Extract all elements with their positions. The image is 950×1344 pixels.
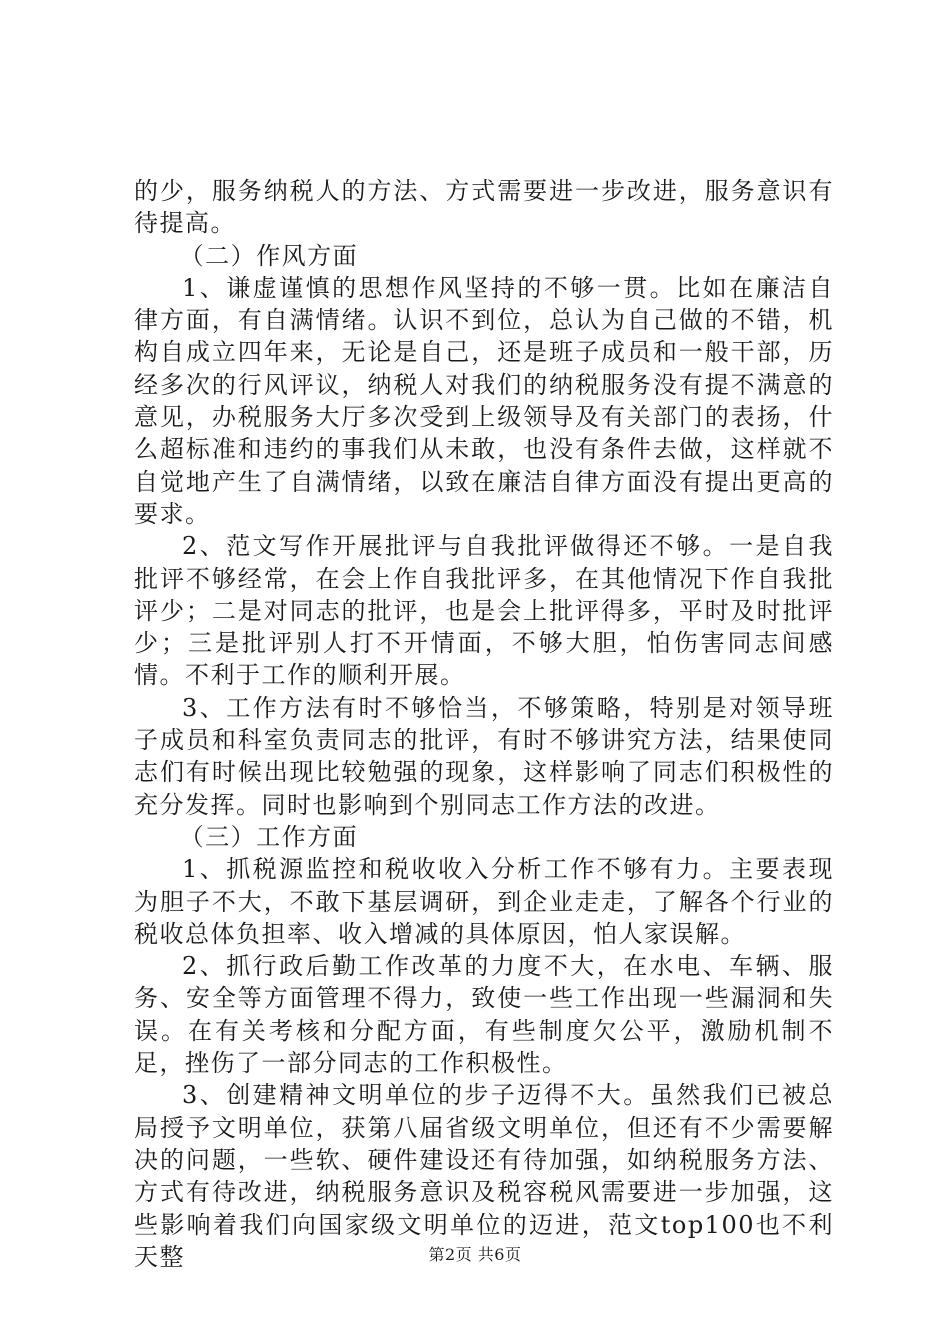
- paragraph-style-1: 1、谦虚谨慎的思想作风坚持的不够一贯。比如在廉洁自律方面，有自满情绪。认识不到位，总认为自己做的不错，机构自成立四年来，无论是自己，还是班子成员和一般干部，历经多次的行风评议，纳税人对我们的纳税服务没有提不满意的意见，办税服务大厅多次受到上级领导及有关部门的表扬，什么超标准和违约的事我们从未敢，也没有条件去做，这样就不自觉地产生了自满情绪，以致在廉洁自律方面没有提出更高的要求。: [134, 273, 834, 528]
- paragraph-work-3: 3、创建精神文明单位的步子迈得不大。虽然我们已被总局授予文明单位，获第八届省级文明单位，但还有不少需要解决的问题，一些软、硬件建设还有待加强，如纳税服务方法、方式有待改进，纳税服务意识及税容税风需要进一步加强，这些影响着我们向国家级文明单位的迈进，范文top100也不利天整: [134, 1081, 834, 1271]
- page-number-footer: 第2页 共6页: [428, 1245, 522, 1264]
- document-body: [134, 175, 834, 1273]
- paragraph-style-2: 2、范文写作开展批评与自我批评做得还不够。一是自我批评不够经常，在会上作自我批评多，在其他情况下作自我批评少；二是对同志的批评，也是会上批评得多，平时及时批评少；三是批评别人打不开情面，不够大胆，怕伤害同志间感情。不利于工作的顺利开展。: [134, 532, 834, 690]
- section-heading-work: （三）工作方面: [179, 822, 359, 851]
- section-heading-style: （二）作风方面: [179, 241, 359, 270]
- paragraph-continuation: 的少，服务纳税人的方法、方式需要进一步改进，服务意识有待提高。: [134, 177, 834, 238]
- paragraph-work-2: 2、抓行政后勤工作改革的力度不大，在水电、车辆、服务、安全等方面管理不得力，致使一些工作出现一些漏洞和失误。在有关考核和分配方面，有些制度欠公平，激励机制不足，挫伤了一部分同志的工作积极性。: [134, 952, 834, 1078]
- paragraph-work-1: 1、抓税源监控和税收收入分析工作不够有力。主要表现为胆子不大，不敢下基层调研，到企业走走，了解各个行业的税收总体负担率、收入增减的具体原因，怕人家误解。: [134, 855, 834, 948]
- paragraph-style-3: 3、工作方法有时不够恰当，不够策略，特别是对领导班子成员和科室负责同志的批评，有时不够讲究方法，结果使同志们有时候出现比较勉强的现象，这样影响了同志们积极性的充分发挥。同时也影响到个别同志工作方法的改进。: [134, 693, 834, 819]
